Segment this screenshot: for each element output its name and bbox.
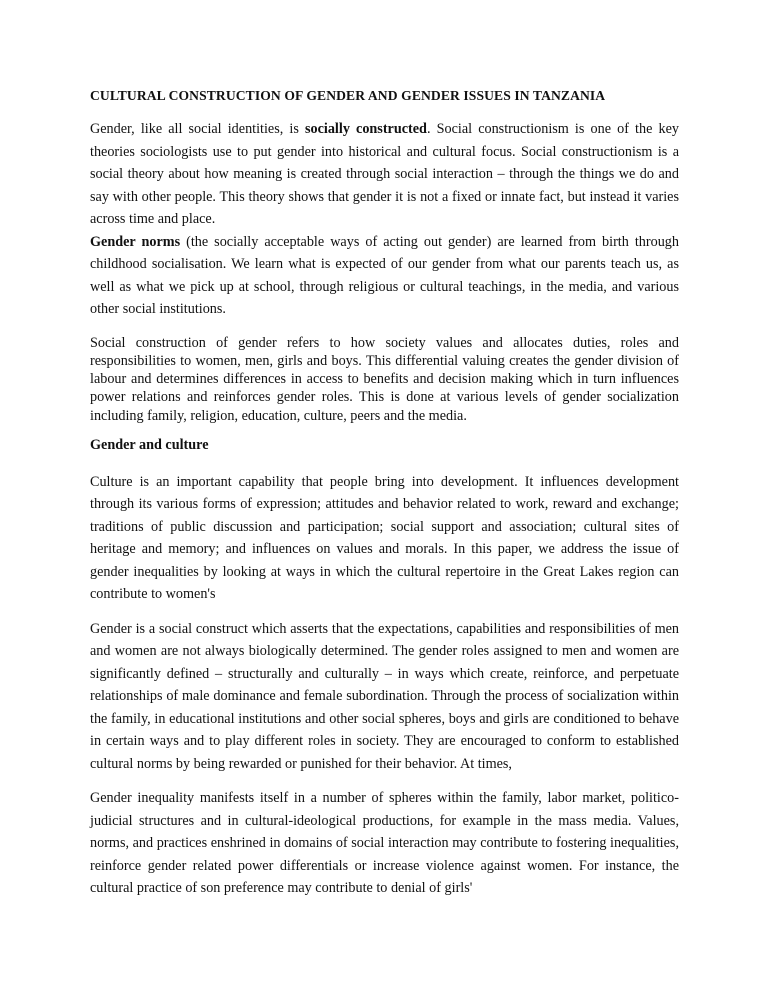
bold-term-socially-constructed: socially constructed <box>304 121 427 137</box>
paragraph-social-construct: Gender is a social construct which asserts that the expectations, capabilities and responsibilities of men and women are not always biologically determined. The gender roles assigned to men and women are significantly defined – structurally and culturally – in ways which create, reinforce, and perpetuate relationships of male dominance and female subordination. Through the process of socialization within the family, in educational institutions and other social spheres, boys and girls are conditioned to behave in certain ways and to play different roles in society. They are encouraged to conform to established cultural norms by being rewarded or punished for their behavior. At times, <box>90 620 679 772</box>
paragraph-text: . Social constructionism is one of the key theories sociologists use to put gender into historical and cultural focus. Social constructionism is a social theory about how meaning is created through social interaction – through the things we do and say with other people. This theory shows that gender it is not a fixed or innate fact, but instead it varies across time and place. <box>90 121 679 227</box>
paragraph-culture: Culture is an important capability that people bring into development. It influences development through its various forms of expression; attitudes and behavior related to work, reward and exchange; traditions of public discussion and participation; social support and association; cultural sites of heritage and memory; and influences on values and morals. In this paper, we address the issue of gender inequalities by looking at ways in which the cultural repertoire in the Great Lakes region can contribute to women's <box>90 473 679 603</box>
paragraph-construction-of-gender: Social construction of gender refers to how society values and allocates duties, roles and responsibilities to women, men, girls and boys. This differential valuing creates the gender division of labour and determines differences in access to benefits and decision making which in turn influences power relations and reinforces gender roles. This is done at various levels of gender socialization including family, religion, education, culture, peers and the media. <box>90 334 679 424</box>
document-page <box>90 88 679 900</box>
section-heading-gender-and-culture: Gender and culture <box>90 436 209 453</box>
paragraph-social-construction <box>90 118 679 231</box>
paragraph-gender-inequality: Gender inequality manifests itself in a number of spheres within the family, labor market, politico-judicial structures and in cultural-ideological productions, for example in the mass media. Values, norms, and practices enshrined in domains of social interaction may contribute to fostering inequalities, reinforce gender related power differentials or increase violence against women. For instance, the cultural practice of son preference may contribute to denial of girls' <box>90 790 679 897</box>
document-title: CULTURAL CONSTRUCTION OF GENDER AND GENDER ISSUES IN TANZANIA <box>90 88 606 103</box>
bold-term-gender-norms: Gender norms <box>90 233 181 250</box>
paragraph-text: Gender, like all social identities, is <box>90 121 305 137</box>
paragraph-gender-norms <box>90 231 679 321</box>
paragraph-text: (the socially acceptable ways of acting out gender) are learned from birth through childhood socialisation. We learn what is expected of our gender from what our parents teach us, as well as what we pick up at school, through religious or cultural teachings, in the media, and various other social institutions. <box>90 233 679 317</box>
